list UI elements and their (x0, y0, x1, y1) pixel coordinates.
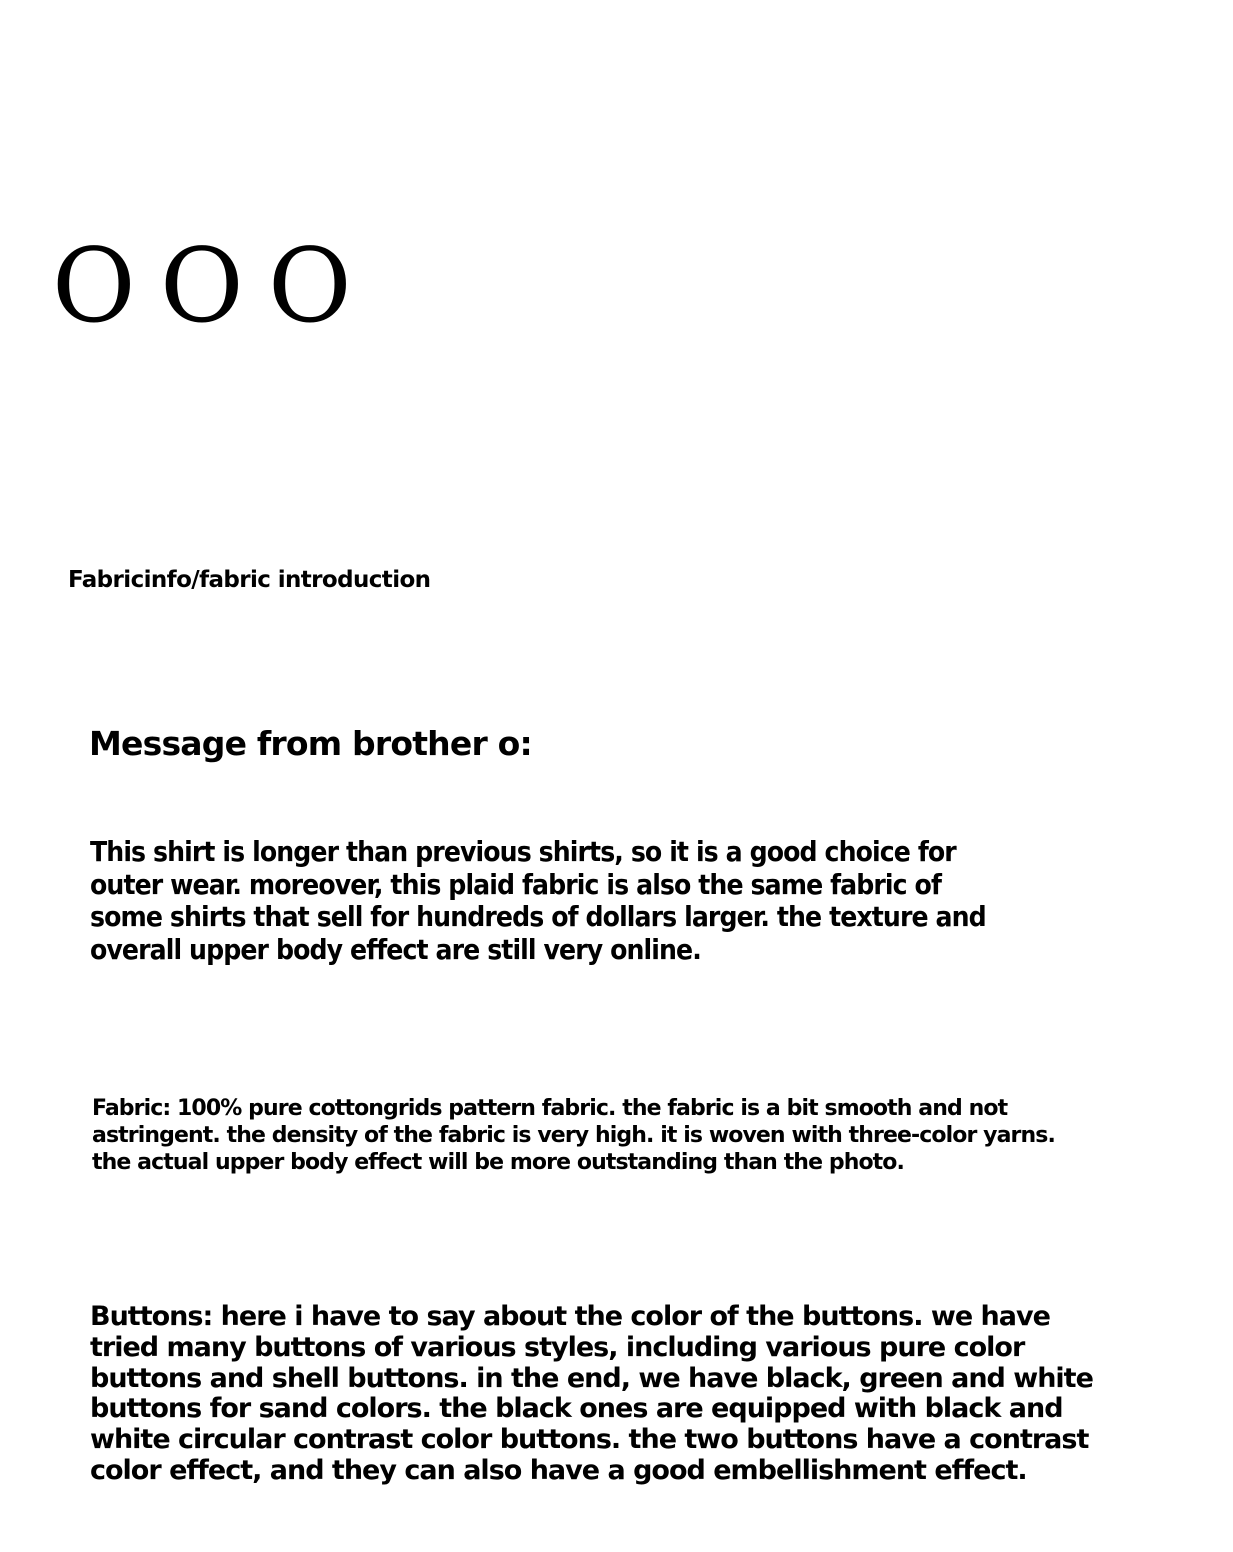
section-title: Fabricinfo/fabric introduction (68, 567, 431, 593)
paragraph-line: the actual upper body effect will be more outstanding than the photo. (92, 1150, 904, 1175)
fabric-paragraph (92, 1095, 1162, 1176)
message-title: Message from brother o: (89, 724, 532, 763)
paragraph-line: Buttons: here i have to say about the color of the buttons. we have (90, 1301, 1050, 1332)
logo-letter: O (160, 227, 250, 346)
paragraph-line: astringent. the density of the fabric is very high. it is woven with three-color yarns. (92, 1123, 1055, 1148)
paragraph-line: white circular contrast color buttons. the two buttons have a contrast (90, 1424, 1089, 1456)
logo-letter: O (52, 227, 142, 346)
paragraph-line: tried many buttons of various styles, including various pure color (90, 1331, 1025, 1363)
paragraph-line: buttons for sand colors. the black ones are equipped with black and (90, 1393, 1063, 1425)
paragraph-line: buttons and shell buttons. in the end, we have black, green and white (90, 1362, 1093, 1394)
paragraph-line: overall upper body effect are still very online. (90, 932, 701, 966)
intro-paragraph (90, 836, 1160, 966)
brand-logo (52, 227, 376, 346)
paragraph-line: color effect, and they can also have a good embellishment effect. (90, 1454, 1027, 1486)
logo-letter: O (268, 227, 358, 346)
paragraph-line: Fabric: 100% pure cottongrids pattern fabric. the fabric is a bit smooth and not (92, 1096, 1008, 1121)
paragraph-line: This shirt is longer than previous shirts, so it is a good choice for (90, 835, 956, 868)
paragraph-line: some shirts that sell for hundreds of dollars larger. the texture and (90, 900, 986, 933)
buttons-paragraph (90, 1302, 1150, 1487)
paragraph-line: outer wear. moreover, this plaid fabric is also the same fabric of (90, 867, 942, 901)
